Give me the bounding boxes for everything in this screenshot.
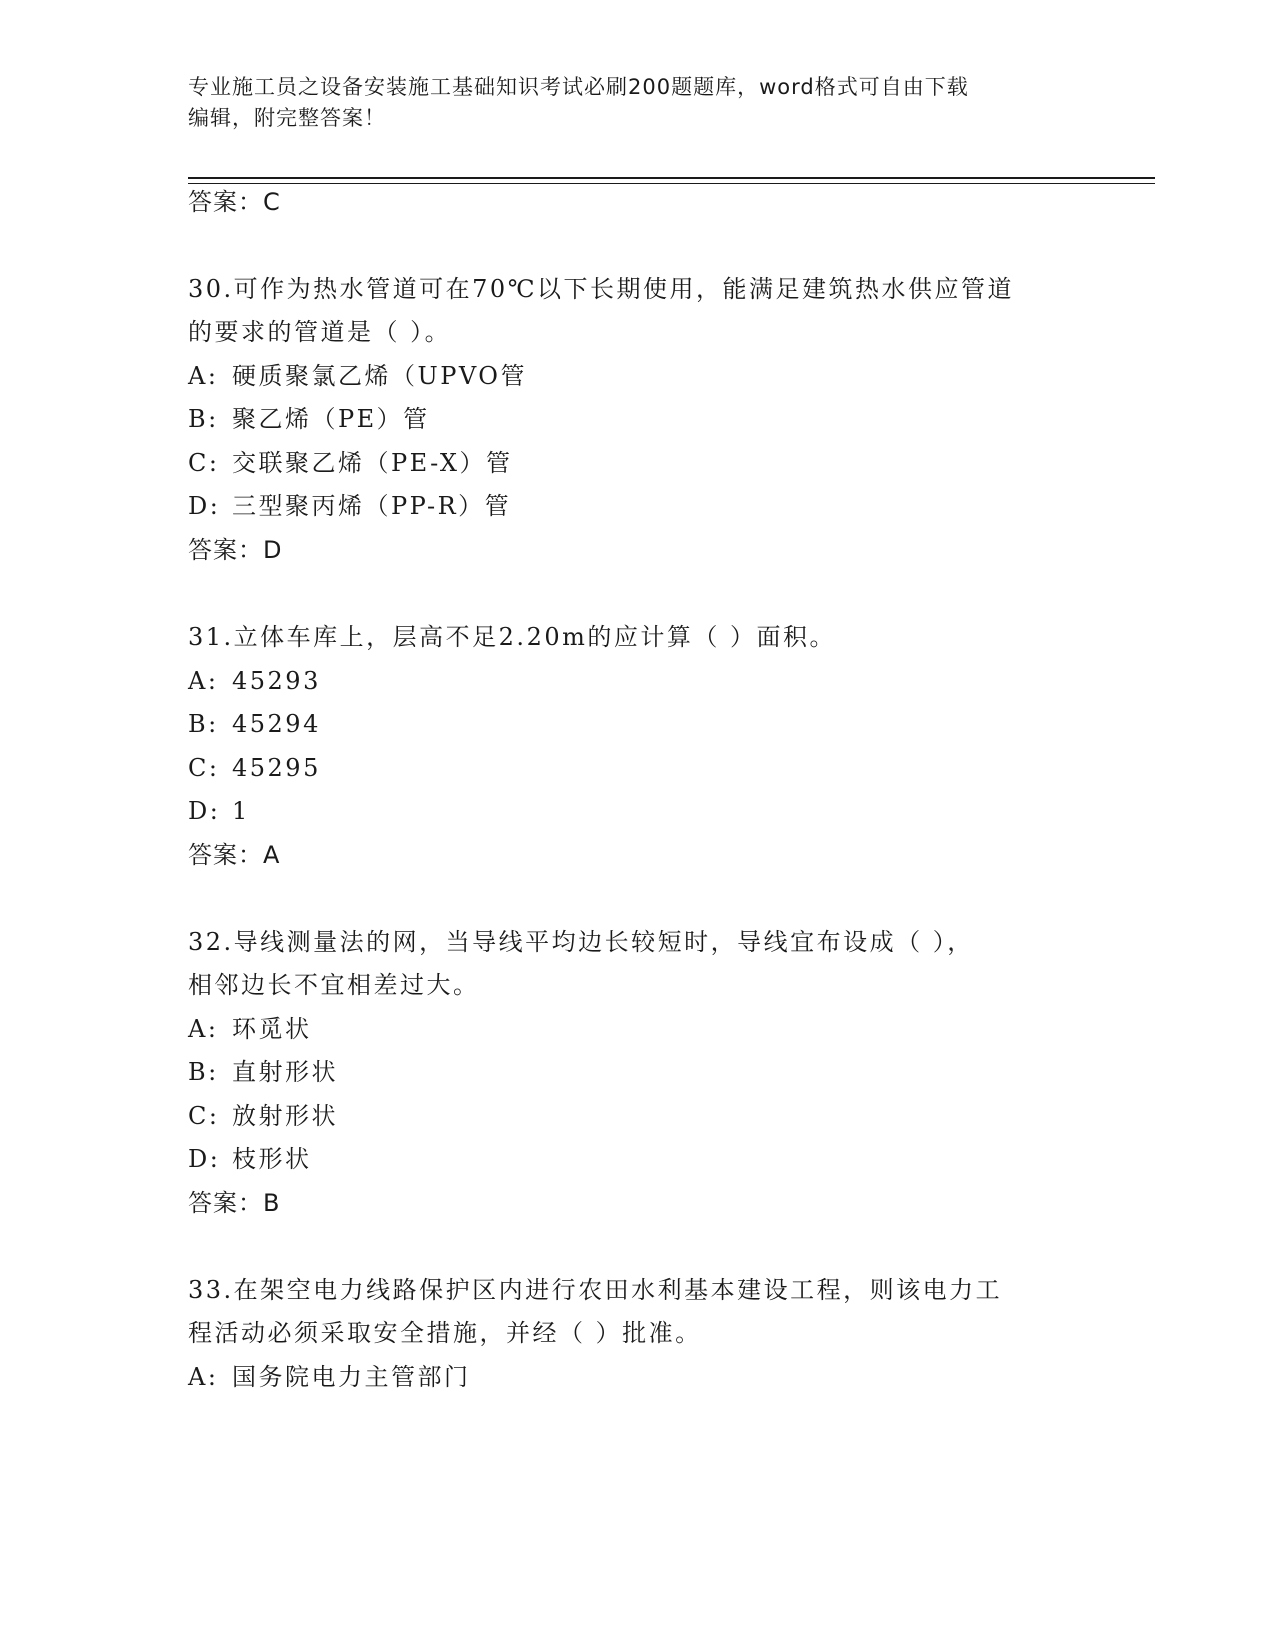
option-letter: D:	[188, 797, 221, 825]
answer-line: 答案：B	[188, 1189, 281, 1217]
option-letter: B:	[188, 1058, 219, 1086]
option-c	[188, 752, 321, 784]
header-line-2: 编辑，附完整答案！	[188, 106, 386, 130]
option-letter: B:	[188, 405, 219, 433]
option-letter: A:	[188, 1015, 219, 1043]
option-a	[188, 665, 321, 697]
option-letter: B:	[188, 710, 219, 738]
option-d	[188, 1143, 312, 1175]
option-letter: A:	[188, 362, 219, 390]
option-c	[188, 447, 512, 479]
option-text: 45293	[232, 667, 321, 695]
option-a	[188, 1361, 471, 1393]
option-letter: D:	[188, 1145, 221, 1173]
option-text: 环觅状	[232, 1015, 312, 1043]
option-b	[188, 403, 430, 435]
question-text-line: 的要求的管道是（ ）。	[188, 318, 452, 346]
option-d	[188, 795, 250, 827]
option-a	[188, 360, 527, 392]
header-rule-thin	[188, 183, 1155, 184]
option-a	[188, 1013, 312, 1045]
header-line-1: 专业施工员之设备安装施工基础知识考试必刷200题题库，word格式可自由下载	[188, 75, 969, 99]
question-text-line: 32.导线测量法的网，当导线平均边长较短时，导线宜布设成（ ），	[188, 928, 974, 956]
option-letter: C:	[188, 449, 220, 477]
option-text: 放射形状	[232, 1102, 338, 1130]
option-text: 枝形状	[232, 1145, 312, 1173]
answer-line: 答案：A	[188, 841, 281, 869]
option-letter: C:	[188, 1102, 220, 1130]
question-text-line: 相邻边长不宜相差过大。	[188, 971, 480, 999]
option-text: 45294	[232, 710, 321, 738]
option-letter: D:	[188, 492, 221, 520]
option-d	[188, 490, 511, 522]
option-letter: C:	[188, 754, 220, 782]
question-text-line: 程活动必须采取安全措施，并经（ ）批准。	[188, 1319, 702, 1347]
question-text-line: 31.立体车库上，层高不足2.20m的应计算（ ）面积。	[188, 623, 836, 651]
question-text-line: 30.可作为热水管道可在70℃以下长期使用，能满足建筑热水供应管道	[188, 275, 1015, 303]
option-c	[188, 1100, 338, 1132]
option-b	[188, 1056, 338, 1088]
option-text: 1	[232, 797, 250, 825]
option-text: 45295	[232, 754, 321, 782]
option-text: 国务院电力主管部门	[232, 1363, 471, 1391]
page-header	[188, 72, 1088, 134]
option-letter: A:	[188, 1363, 219, 1391]
answer-line: 答案：C	[188, 188, 281, 216]
option-text: 交联聚乙烯（PE-X）管	[232, 449, 513, 477]
option-text: 直射形状	[232, 1058, 338, 1086]
option-text: 聚乙烯（PE）管	[232, 405, 430, 433]
header-rule-thick	[188, 177, 1155, 179]
option-text: 硬质聚氯乙烯（UPVO管	[232, 362, 527, 390]
option-text: 三型聚丙烯（PP-R）管	[232, 492, 512, 520]
option-b	[188, 708, 321, 740]
answer-line: 答案：D	[188, 536, 283, 564]
question-text-line: 33.在架空电力线路保护区内进行农田水利基本建设工程，则该电力工	[188, 1276, 1003, 1304]
option-letter: A:	[188, 667, 219, 695]
